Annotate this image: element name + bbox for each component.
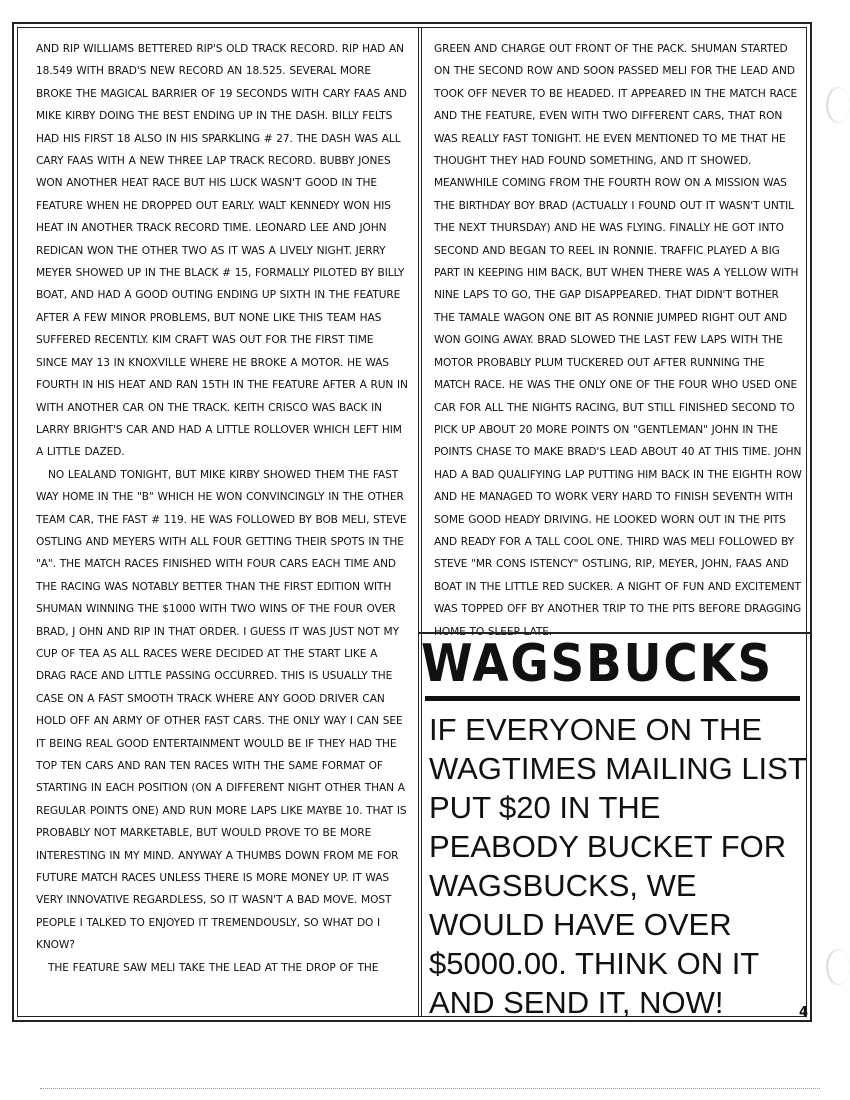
page-frame-inner	[17, 27, 808, 1020]
wagsbucks-ad	[419, 632, 812, 1022]
binder-hole-top	[828, 88, 850, 122]
right-column	[434, 38, 802, 643]
left-paragraph-3: THE FEATURE SAW MELI TAKE THE LEAD AT THE DROP OF THE	[48, 961, 379, 974]
scan-edge	[40, 1088, 820, 1091]
left-paragraph-1: AND RIP WILLIAMS BETTERED RIP'S OLD TRACK RECORD. RIP HAD AN 18.549 WITH BRAD'S NEW RECORD AN 18.525. SEVERAL MORE BROKE THE MAGICAL BARRIER OF 19 SECONDS WITH CARY FAAS AND MIKE KIRBY DOING THE BEST ENDING UP IN THE DASH. BILLY FELTS HAD HIS FIRST 18 ALSO IN HIS SPARKLING # 27. THE DASH WAS ALL CARY FAAS WITH A NEW THREE LAP TRACK RECORD. BUBBY JONES WON ANOTHER HEAT RACE BUT HIS LUCK WASN'T GOOD IN THE FEATURE WHEN HE DROPPED OUT EARLY. WALT KENNEDY WON HIS HEAT IN ANOTHER TRACK RECORD TIME. LEONARD LEE AND JOHN REDICAN WON THE OTHER TWO AS IT WAS A LIVELY NIGHT. JERRY MEYER SHOWED UP IN THE BLACK # 15, FORMALLY PILOTED BY BILLY BOAT, AND HAD A GOOD OUTING ENDING UP SIXTH IN THE FEATURE AFTER A FEW MINOR PROBLEMS, BUT NONE LIKE THIS TEAM HAS SUFFERED RECENTLY. KIM CRAFT WAS OUT FOR THE FIRST TIME SINCE MAY 13 IN KNOXVILLE WHERE HE BROKE A MOTOR. HE WAS FOURTH IN HIS HEAT AND RAN 15TH IN THE FEATURE AFTER A RUN IN WITH ANOTHER CAR ON THE TRACK. KEITH CRISCO WAS BACK IN LARRY BRIGHT'S CAR AND HAD A LITTLE ROLLOVER WHICH LEFT HIM A LITTLE DAZED.	[36, 43, 408, 459]
left-paragraph-2: NO LEALAND TONIGHT, BUT MIKE KIRBY SHOWED THEM THE FAST WAY HOME IN THE "B" WHICH HE WON CONVINCINGLY IN THE OTHER TEAM CAR, THE FAST # 119. HE WAS FOLLOWED BY BOB MELI, STEVE OSTLING AND MEYERS WITH ALL FOUR GETTING THEIR SPOTS IN THE "A". THE MATCH RACES FINISHED WITH FOUR CARS EACH TIME AND THE RACING WAS NOTABLY BETTER THAN THE FIRST EDITION WITH SHUMAN WINNING THE $1000 WITH TWO WINS OF THE FOUR OVER BRAD, J OHN AND RIP IN THAT ORDER. I GUESS IT WAS JUST NOT MY CUP OF TEA AS ALL RACES WERE DECIDED AT THE START LIKE A DRAG RACE AND LITTLE PASSING OCCURRED. THIS IS USUALLY THE CASE ON A FAST SMOOTH TRACK WHERE ANY GOOD DRIVER CAN HOLD OFF AN ARMY OF OTHER FAST CARS. THE ONLY WAY I CAN SEE IT BEING REAL GOOD ENTERTAINMENT WOULD BE IF THEY HAD THE TOP TEN CARS AND RAN TEN RACES WITH THE SAME FORMAT OF STARTING IN EACH POSITION (ON A DIFFERENT NIGHT OTHER THAN A REGULAR POINTS ONE) AND RUN MORE LAPS LIKE MAYBE 10. THAT IS PROBABLY NOT MARKETABLE, BUT WOULD PROVE TO BE MORE INTERESTING IN MY MIND. ANYWAY A THUMBS DOWN FROM ME FOR FUTURE MATCH RACES UNLESS THERE IS MORE MONEY UP. IT WAS VERY INNOVATIVE REGARDLESS, SO IT WASN'T A BAD MOVE. MOST PEOPLE I TALKED TO ENJOYED IT TREMENDOUSLY, SO WHAT DO I KNOW?	[36, 468, 407, 952]
ad-title: WAGSBUCKS	[421, 634, 774, 694]
ad-rule	[425, 696, 800, 701]
page-frame	[12, 22, 812, 1022]
ad-body: IF EVERYONE ON THE WAGTIMES MAILING LIST PUT $20 IN THE PEABODY BUCKET FOR WAGSBUCKS, WE WOULD HAVE OVER $5000.00. THINK ON IT AND SEND IT, NOW!	[429, 712, 807, 1020]
right-paragraph-1: GREEN AND CHARGE OUT FRONT OF THE PACK. SHUMAN STARTED ON THE SECOND ROW AND SOON PASSED MELI FOR THE LEAD AND TOOK OFF NEVER TO BE HEADED. IT APPEARED IN THE MATCH RACE AND THE FEATURE, EVEN WITH TWO DIFFERENT CARS, THAT RON WAS REALLY FAST TONIGHT. HE EVEN MENTIONED TO ME THAT HE THOUGHT THEY HAD FOUND SOMETHING, AND IT SHOWED. MEANWHILE COMING FROM THE FOURTH ROW ON A MISSION WAS THE BIRTHDAY BOY BRAD (ACTUALLY I FOUND OUT IT WASN'T UNTIL THE NEXT THURSDAY) AND HE WAS FLYING. FINALLY HE GOT INTO SECOND AND BEGAN TO REEL IN RONNIE. TRAFFIC PLAYED A BIG PART IN KEEPING HIM BACK, BUT WHEN THERE WAS A YELLOW WITH NINE LAPS TO GO, THE GAP DISAPPEARED. THAT DIDN'T BOTHER THE TAMALE WAGON ONE BIT AS RONNIE JUMPED RIGHT OUT AND WON GOING AWAY. BRAD SLOWED THE LAST FEW LAPS WITH THE MOTOR PROBABLY PLUM TUCKERED OUT AFTER RUNNING THE MATCH RACE. HE WAS THE ONLY ONE OF THE FOUR WHO USED ONE CAR FOR ALL THE NIGHTS RACING, BUT STILL FINISHED SECOND TO PICK UP ABOUT 20 MORE POINTS ON "GENTLEMAN" JOHN IN THE POINTS CHASE TO MAKE BRAD'S LEAD ABOUT 40 AT THIS TIME. JOHN HAD A BAD QUALIFYING LAP PUTTING HIM BACK IN THE EIGHTH ROW AND HE MANAGED TO WORK VERY HARD TO FINISH SEVENTH WITH SOME GOOD HEADY DRIVING. HE LOOKED WORN OUT IN THE PITS AND READY FOR A TALL COOL ONE. THIRD WAS MELI FOLLOWED BY STEVE "MR CONS ISTENCY" OSTLING, RIP, MEYER, JOHN, FAAS AND BOAT IN THE LITTLE RED SUCKER. A NIGHT OF FUN AND EXCITEMENT WAS TOPPED OFF BY ANOTHER TRIP TO THE PITS BEFORE DRAGGING HOME TO SLEEP LATE.	[434, 43, 802, 638]
left-column	[36, 38, 408, 979]
binder-hole-bottom	[828, 950, 850, 984]
page-number: 4	[798, 1005, 808, 1020]
